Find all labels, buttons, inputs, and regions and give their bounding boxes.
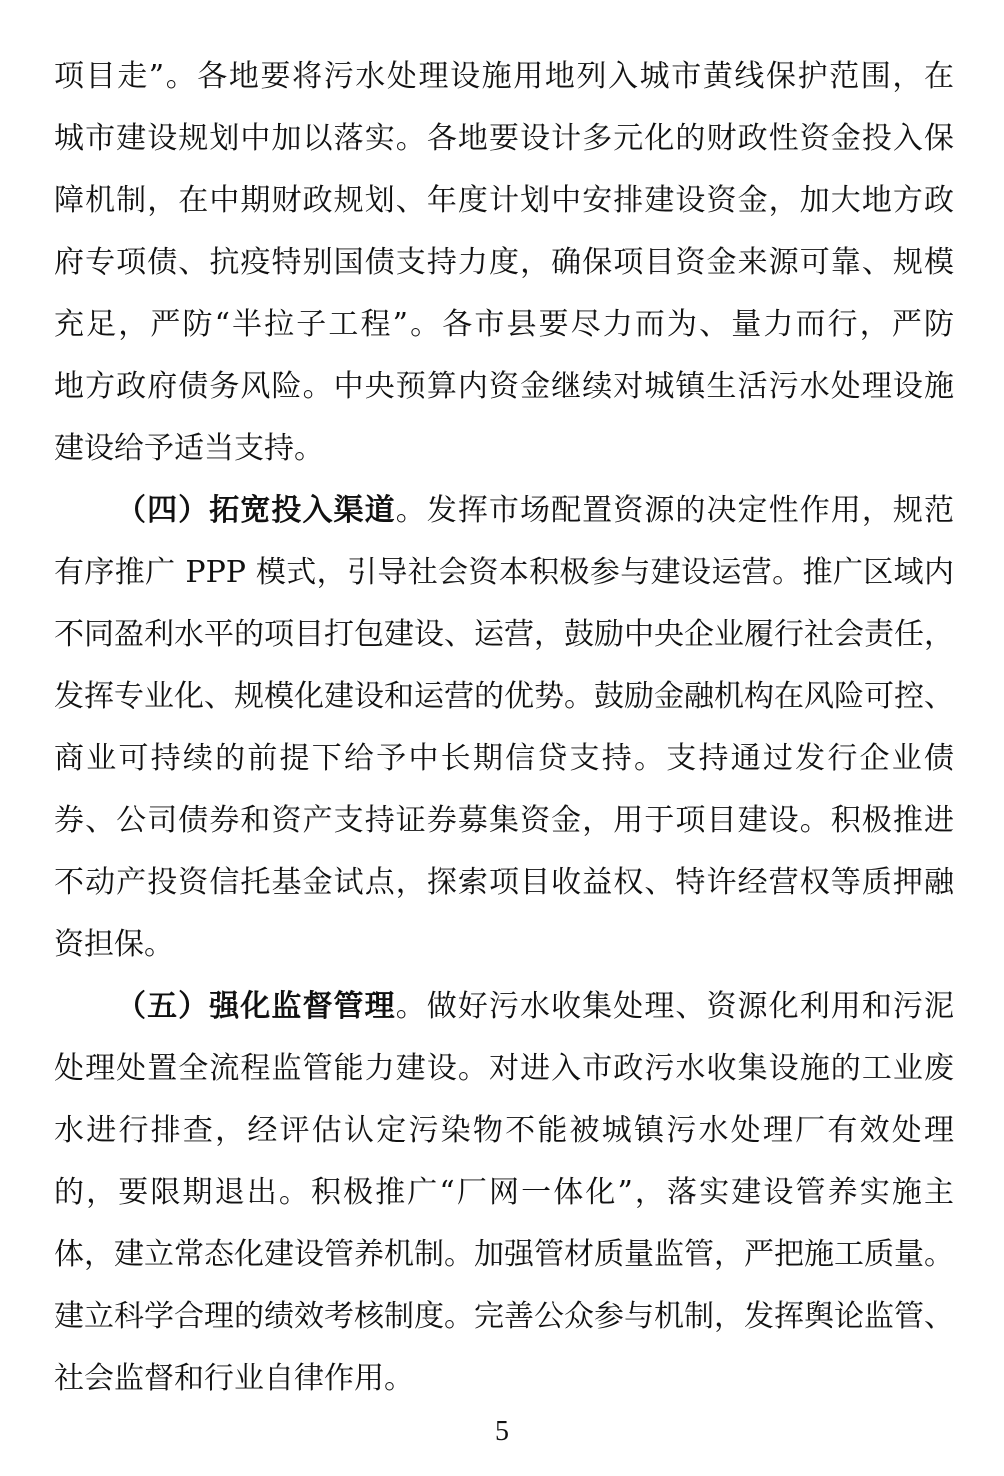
section-first-line xyxy=(54,480,954,542)
paragraph-funding xyxy=(54,46,954,480)
section-broaden-investment xyxy=(54,480,954,976)
document-body xyxy=(54,46,954,1410)
section-heading: （五）强化监督管理 xyxy=(116,989,396,1024)
section-first-line xyxy=(54,976,954,1038)
text-line: 项目走”。各地要将污水处理设施用地列入城市黄线保护范围，在 xyxy=(54,59,954,94)
text-line: 城市建设规划中加以落实。各地要设计多元化的财政性资金投入保 xyxy=(54,121,954,156)
text-line: 建设给予适当支持。 xyxy=(54,431,324,466)
text-line: 资担保。 xyxy=(54,927,174,962)
section-first-line-text: 。发挥市场配置资源的决定性作用，规范 xyxy=(395,493,955,528)
text-line: 障机制，在中期财政规划、年度计划中安排建设资金，加大地方政 xyxy=(54,183,954,218)
text-line: 商业可持续的前提下给予中长期信贷支持。支持通过发行企业债 xyxy=(54,741,954,776)
section-strengthen-supervision xyxy=(54,976,954,1410)
section-heading: （四）拓宽投入渠道 xyxy=(116,493,396,528)
text-line: 社会监督和行业自律作用。 xyxy=(54,1361,414,1396)
text-line: 体，建立常态化建设管养机制。加强管材质量监管，严把施工质量。 xyxy=(54,1237,954,1272)
text-line: 地方政府债务风险。中央预算内资金继续对城镇生活污水处理设施 xyxy=(54,369,954,404)
text-line: 不动产投资信托基金试点，探索项目收益权、特许经营权等质押融 xyxy=(54,865,954,900)
text-line: 府专项债、抗疫特别国债支持力度，确保项目资金来源可靠、规模 xyxy=(54,245,954,280)
text-line: 的，要限期退出。积极推广“厂网一体化”，落实建设管养实施主 xyxy=(54,1175,954,1210)
text-line: 充足，严防“半拉子工程”。各市县要尽力而为、量力而行，严防 xyxy=(54,307,954,342)
section-first-line-text: 。做好污水收集处理、资源化利用和污泥 xyxy=(395,989,955,1024)
text-line: 发挥专业化、规模化建设和运营的优势。鼓励金融机构在风险可控、 xyxy=(54,679,954,714)
text-line: 建立科学合理的绩效考核制度。完善公众参与机制，发挥舆论监管、 xyxy=(54,1299,954,1334)
text-line: 不同盈利水平的项目打包建设、运营，鼓励中央企业履行社会责任， xyxy=(54,617,954,652)
page-number: 5 xyxy=(495,1416,509,1447)
text-line: 有序推广 PPP 模式，引导社会资本积极参与建设运营。推广区域内 xyxy=(54,555,954,590)
text-line: 水进行排查，经评估认定污染物不能被城镇污水处理厂有效处理 xyxy=(54,1113,954,1148)
text-line: 处理处置全流程监管能力建设。对进入市政污水收集设施的工业废 xyxy=(54,1051,954,1086)
text-line: 券、公司债券和资产支持证券募集资金，用于项目建设。积极推进 xyxy=(54,803,954,838)
